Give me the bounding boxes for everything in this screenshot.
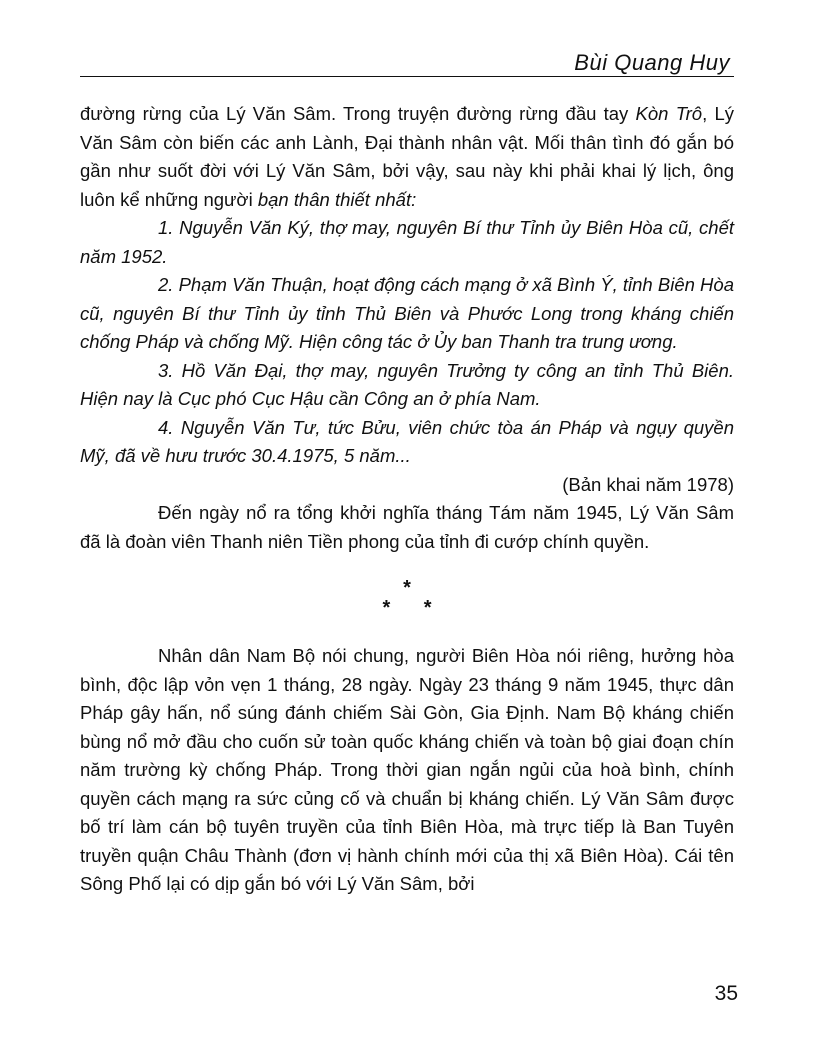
intro-text-start: đường rừng của Lý Văn Sâm. Trong truyện đường rừng đầu tay — [80, 103, 636, 124]
list-item: 3. Hồ Văn Đại, thợ may, nguyên Trưởng ty công an tỉnh Thủ Biên. Hiện nay là Cục phó Cục Hậu cần Công an ở phía Nam. — [80, 359, 734, 409]
body-text — [80, 100, 734, 899]
paragraph-resistance: Nhân dân Nam Bộ nói chung, người Biên Hòa nói riêng, hưởng hòa bình, độc lập vỏn vẹn 1 tháng, 28 ngày. Ngày 23 tháng 9 năm 1945, thực dân Pháp gây hấn, nổ súng đánh chiếm Sài Gòn, Gia Định. Nam Bộ kháng chiến bùng nổ mở đầu cho cuốn sử toàn quốc kháng chiến và toàn bộ giai đoạn chín năm trường kỳ chống Pháp. Trong thời gian ngắn ngủi của hoà bình, chính quyền cách mạng ra sức củng cố và chuẩn bị kháng chiến. Lý Văn Sâm được bố trí làm cán bộ tuyên truyền của tỉnh Biên Hòa, mà trực tiếp là Ban Tuyên truyền quận Châu Thành (đơn vị hành chính mới của thị xã Biên Hòa). Cái tên Sông Phố lại có dịp gắn bó với Lý Văn Sâm, bởi — [80, 645, 734, 894]
list-item: 2. Phạm Văn Thuận, hoạt động cách mạng ở xã Bình Ý, tỉnh Biên Hòa cũ, nguyên Bí thư Tỉnh ủy tỉnh Thủ Biên và Phước Long trong kháng chiến chống Pháp và chống Mỹ. Hiện công tác ở Ủy ban Thanh tra trung ương. — [80, 274, 734, 352]
intro-text-end: , Lý Văn Sâm còn biến các anh Lành, Đại thành nhân vật. Mối thân tình đó gắn bó gần như suốt đời với Lý Văn Sâm, bởi vậy, sau này khi phải khai lý lịch, ông luôn kể những người — [80, 103, 734, 210]
separator-star-top: * — [403, 577, 411, 599]
source-note: (Bản khai năm 1978) — [562, 473, 734, 495]
list-item: 4. Nguyễn Văn Tư, tức Bửu, viên chức tòa án Pháp và ngụy quyền Mỹ, đã về hưu trước 30.4.1975, 5 năm... — [80, 416, 734, 466]
story-title: Kòn Trô — [635, 103, 703, 124]
paragraph-uprising: Đến ngày nổ ra tổng khởi nghĩa tháng Tám năm 1945, Lý Văn Sâm đã là đoàn viên Thanh niên Tiền phong của tỉnh đi cướp chính quyền. — [80, 502, 734, 552]
paragraph-intro — [80, 100, 734, 214]
header-rule — [80, 76, 734, 77]
section-separator — [80, 578, 734, 618]
closest-friends-phrase: bạn thân thiết nhất: — [257, 188, 417, 210]
separator-stars-bottom: * * — [382, 597, 446, 619]
page-number: 35 — [714, 982, 738, 1005]
running-title: Bùi Quang Huy — [574, 50, 730, 75]
list-item: 1. Nguyễn Văn Ký, thợ may, nguyên Bí thư Tỉnh ủy Biên Hòa cũ, chết năm 1952. — [80, 217, 734, 267]
